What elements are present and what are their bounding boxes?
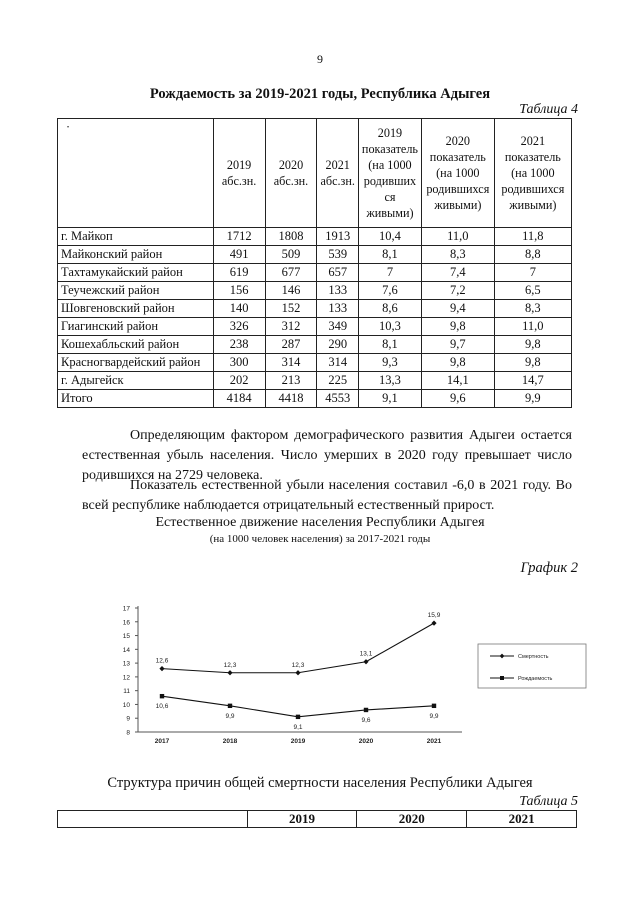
table-cell: 9,6 [421, 390, 494, 408]
column-header: 2020 абс.зн. [265, 119, 317, 228]
y-tick-label: 12 [122, 674, 130, 682]
table-header-row [58, 811, 577, 828]
row-label: Тахтамукайский район [58, 264, 214, 282]
page-number: 9 [317, 52, 323, 66]
row-label: Теучежский район [58, 282, 214, 300]
table-cell: 133 [317, 300, 358, 318]
table-cell: 326 [213, 318, 265, 336]
birth-point [296, 715, 300, 719]
table-cell: 11,8 [494, 228, 571, 246]
table-cell: 10,3 [358, 318, 421, 336]
table-cell: 202 [213, 372, 265, 390]
table-cell: 4553 [317, 390, 358, 408]
x-tick-label: 2017 [154, 738, 170, 745]
table-cell: 14,1 [421, 372, 494, 390]
paragraph-decline-rate: Показатель естественной убыли населения составил -6,0 в 2021 году. Во всей республике наблюдается отрицательный естественный прирост. [82, 478, 572, 513]
data-label: 12,3 [291, 661, 305, 669]
table-cell: 619 [213, 264, 265, 282]
table-row [58, 300, 572, 318]
table-cell: 7,4 [421, 264, 494, 282]
row-label: г. Майкоп [58, 228, 214, 246]
table-row [58, 282, 572, 300]
column-header: 2020 показатель (на 1000 родившихся живыми) [421, 119, 494, 228]
table-cell: 491 [213, 246, 265, 264]
mortality-point [295, 670, 300, 675]
row-label: Шовгеновский район [58, 300, 214, 318]
table5-label: Таблица 5 [519, 794, 578, 809]
table-cell: 6,5 [494, 282, 571, 300]
table-cell: 9,8 [494, 336, 571, 354]
table-cell: 1913 [317, 228, 358, 246]
y-tick-label: 10 [122, 701, 130, 709]
x-tick-label: 2021 [426, 738, 442, 745]
mortality-point [431, 621, 436, 626]
table-cell: 4418 [265, 390, 317, 408]
table-row [58, 372, 572, 390]
corner-cell [58, 119, 214, 228]
birth-point [364, 708, 368, 712]
x-tick-label: 2018 [222, 738, 238, 745]
table-cell: 312 [265, 318, 317, 336]
population-movement-chart [100, 596, 600, 748]
data-label: 9,9 [429, 712, 439, 720]
table-cell: 9,1 [358, 390, 421, 408]
y-tick-label: 16 [122, 619, 130, 627]
table-row [58, 354, 572, 372]
graph-label: График 2 [520, 560, 578, 576]
mortality-point [159, 666, 164, 671]
table-cell: 314 [317, 354, 358, 372]
table-cell: 8,8 [494, 246, 571, 264]
x-tick-label: 2020 [358, 738, 374, 745]
mortality-structure-table [57, 810, 577, 828]
table-cell: 9,8 [421, 354, 494, 372]
table-cell: 10,4 [358, 228, 421, 246]
data-label: 12,3 [223, 661, 237, 669]
table-cell: 152 [265, 300, 317, 318]
data-label: 10,6 [155, 703, 169, 711]
table-cell: 13,3 [358, 372, 421, 390]
table-cell: 7 [358, 264, 421, 282]
birth-point [160, 694, 164, 698]
table-header-row [58, 119, 572, 228]
birth-point [228, 704, 232, 708]
table-cell: 9,9 [494, 390, 571, 408]
table-cell: 8,3 [421, 246, 494, 264]
table-cell: 225 [317, 372, 358, 390]
table-cell: 7,2 [421, 282, 494, 300]
table-row [58, 246, 572, 264]
data-label: 12,6 [155, 657, 169, 665]
mortality-point [227, 670, 232, 675]
column-header: 2021 показатель (на 1000 родившихся живыми) [494, 119, 571, 228]
table-cell: 7 [494, 264, 571, 282]
empty-header-cell [58, 811, 248, 828]
chart-subtitle: (на 1000 человек населения) за 2017-2021 годы [209, 533, 431, 545]
table-cell: 287 [265, 336, 317, 354]
table-cell: 8,1 [358, 246, 421, 264]
row-label: г. Адыгейск [58, 372, 214, 390]
table-cell: 14,7 [494, 372, 571, 390]
table-cell: 238 [213, 336, 265, 354]
column-header: 2021 абс.зн. [317, 119, 358, 228]
table-row [58, 228, 572, 246]
table-cell: 11,0 [421, 228, 494, 246]
mortality-point [363, 659, 368, 664]
y-tick-label: 8 [126, 729, 130, 737]
table-cell: 509 [265, 246, 317, 264]
data-label: 15,9 [427, 612, 441, 620]
table4-title: Рождаемость за 2019-2021 годы, Республика Адыгея [149, 86, 491, 102]
y-tick-label: 15 [122, 633, 130, 641]
table-cell: 314 [265, 354, 317, 372]
corner-mark: · [66, 120, 71, 134]
table5-title: Структура причин общей смертности населения Республики Адыгея [107, 775, 533, 791]
legend-marker [500, 654, 505, 659]
table-cell: 156 [213, 282, 265, 300]
birth-rate-table [57, 118, 572, 408]
table-cell: 213 [265, 372, 317, 390]
table-row [58, 390, 572, 408]
row-label: Красногвардейский район [58, 354, 214, 372]
table-cell: 7,6 [358, 282, 421, 300]
data-label: 13,1 [359, 650, 373, 658]
table-row [58, 264, 572, 282]
row-label: Гиагинский район [58, 318, 214, 336]
y-tick-label: 9 [126, 715, 130, 723]
table-cell: 677 [265, 264, 317, 282]
table-cell: 9,4 [421, 300, 494, 318]
data-label: 9,1 [293, 723, 303, 731]
table-cell: 349 [317, 318, 358, 336]
data-label: 9,9 [225, 712, 235, 720]
table-cell: 657 [317, 264, 358, 282]
x-tick-label: 2019 [290, 738, 306, 745]
table4-label: Таблица 4 [519, 102, 578, 117]
series-line-birth [162, 696, 434, 717]
paragraph-natural-decline: Определяющим фактором демографического развития Адыгеи остается естественная убыль населения. Число умерших в 2020 году превышает число родившихся на 2729 человека. [82, 428, 572, 483]
legend-label: Смертность [518, 654, 549, 660]
row-label: Кошехабльский район [58, 336, 214, 354]
table-cell: 4184 [213, 390, 265, 408]
table-cell: 8,3 [494, 300, 571, 318]
column-header: 2019 [247, 811, 357, 828]
table-cell: 146 [265, 282, 317, 300]
table-cell: 1808 [265, 228, 317, 246]
chart-title: Естественное движение населения Республики Адыгея [155, 515, 485, 530]
table-cell: 290 [317, 336, 358, 354]
table-cell: 8,1 [358, 336, 421, 354]
table-cell: 539 [317, 246, 358, 264]
column-header: 2019 показатель (на 1000 родивших ся живыми) [358, 119, 421, 228]
column-header: 2019 абс.зн. [213, 119, 265, 228]
column-header: 2020 [357, 811, 467, 828]
birth-point [432, 704, 436, 708]
table-cell: 8,6 [358, 300, 421, 318]
table-row [58, 336, 572, 354]
table-cell: 9,7 [421, 336, 494, 354]
column-header: 2021 [467, 811, 577, 828]
y-tick-label: 11 [123, 688, 130, 696]
table-cell: 11,0 [494, 318, 571, 336]
table-cell: 300 [213, 354, 265, 372]
y-tick-label: 14 [122, 646, 130, 654]
table-cell: 1712 [213, 228, 265, 246]
y-tick-label: 13 [122, 660, 130, 668]
table-cell: 9,3 [358, 354, 421, 372]
row-label: Итого [58, 390, 214, 408]
table-row [58, 318, 572, 336]
legend-label: Рождаемость [518, 676, 553, 682]
row-label: Майконский район [58, 246, 214, 264]
table-cell: 9,8 [421, 318, 494, 336]
data-label: 9,6 [361, 716, 371, 724]
table-cell: 133 [317, 282, 358, 300]
legend-marker [500, 676, 504, 680]
table-cell: 9,8 [494, 354, 571, 372]
y-tick-label: 17 [122, 605, 130, 613]
table-cell: 140 [213, 300, 265, 318]
